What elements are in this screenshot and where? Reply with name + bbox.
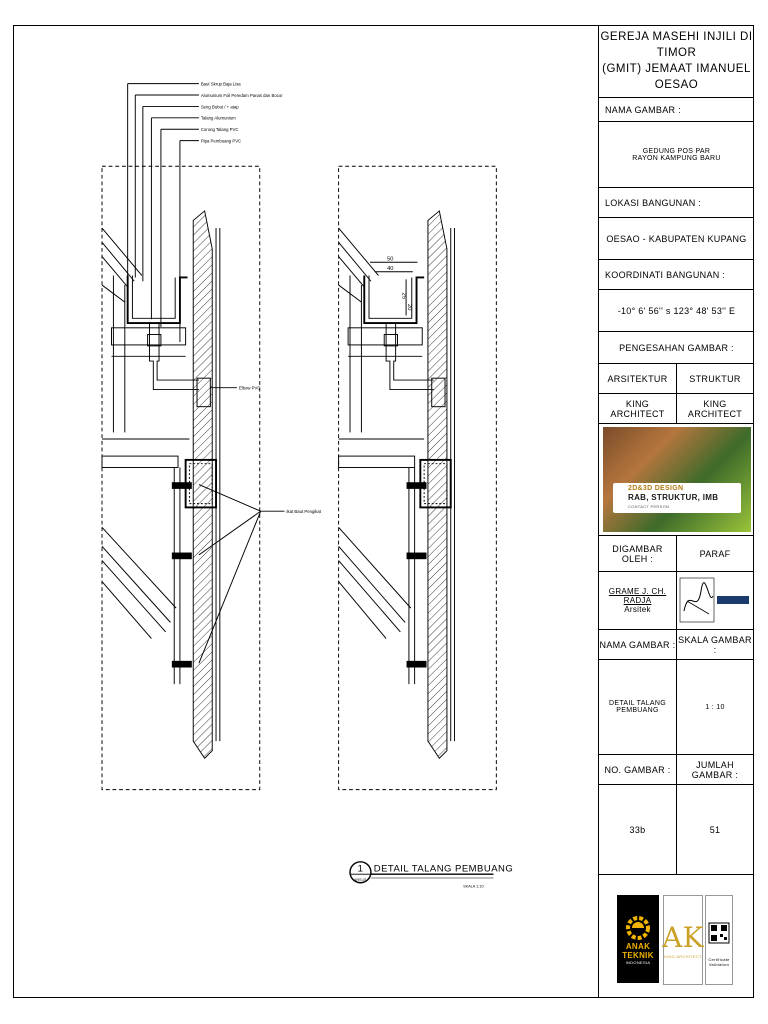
dim-20: 20 — [405, 304, 412, 311]
no-jumlah-row — [599, 755, 754, 785]
project-title-line1: GEREJA MASEHI INJILI DI TIMOR — [600, 31, 753, 59]
pengesahan-headers — [599, 364, 754, 394]
ad-line1: 2D&3D DESIGN — [628, 485, 684, 492]
bolt-label: Ikat Baut Pengikat — [286, 509, 321, 515]
pengesahan-values — [599, 394, 754, 424]
lokasi-label: LOKASI BANGUNAN : — [599, 188, 754, 218]
struktur-label: STRUKTUR — [689, 373, 741, 384]
title-block — [598, 25, 754, 998]
nama-gambar-line1: GEDUNG POS PAR — [642, 147, 711, 155]
digambar-label: DIGAMBAR OLEH : — [612, 543, 663, 564]
signature-image — [679, 576, 751, 626]
drafter-name: GRAME J. CH. RADJA — [608, 587, 667, 605]
drafter-row — [599, 572, 754, 630]
drafter-role: Arsitek — [624, 605, 651, 614]
project-title-line2: (GMIT) JEMAAT IMANUEL OESAO — [602, 63, 751, 91]
detail-sheet: ARS.01 — [353, 877, 367, 882]
drawing-labels — [201, 82, 412, 515]
lokasi-value: OESAO - KABUPATEN KUPANG — [599, 218, 754, 260]
nama-gambar-value — [599, 122, 754, 188]
ad-banner — [603, 427, 751, 532]
ad-row — [599, 424, 754, 536]
jumlah-label: JUMLAH GAMBAR : — [691, 759, 739, 780]
nama-gambar2-line1: DETAIL TALANG — [609, 700, 666, 707]
callout-5: Corong Talang PVC — [200, 127, 239, 133]
king-architect-logo — [663, 895, 703, 985]
nama-gambar2-label: NAMA GAMBAR : — [599, 639, 676, 650]
nama-skala-values — [599, 660, 754, 755]
logos-row — [599, 875, 754, 997]
dim-40: 40 — [387, 265, 394, 272]
nama-gambar-label: NAMA GAMBAR : — [599, 98, 754, 122]
callout-2: Alumunium Foil Peredam Panas dan Bocor — [200, 92, 283, 98]
skala-value: 1 : 10 — [705, 703, 725, 711]
anak-teknik-logo — [617, 895, 659, 983]
ad-line2: RAB, STRUKTUR, IMB — [628, 493, 719, 502]
callout-1: Baut Skrup Baja Lisa — [200, 81, 241, 87]
drafter — [599, 572, 676, 629]
ad-line3: CONTACT PERSON — [628, 504, 670, 509]
qr-code-icon — [708, 913, 730, 957]
detail-right — [339, 166, 497, 789]
detail-number: 1 — [357, 863, 363, 875]
elbow-label: Elbow PVC — [238, 385, 261, 391]
koordinat-label: KOORDINATI BANGUNAN : — [599, 260, 754, 290]
dim-50: 50 — [387, 256, 394, 263]
arsitektur-label: ARSITEKTUR — [607, 373, 668, 384]
arsitektur-value: KING ARCHITECT — [610, 398, 665, 419]
ak-sub: KING ARCHITECT — [664, 954, 702, 959]
callout-6: Pipa Pembuang PVC — [200, 138, 242, 144]
gear-icon — [624, 914, 652, 942]
nama-gambar2-value — [599, 660, 676, 754]
qr-caption: Certificate Validation — [708, 957, 730, 967]
pengesahan-label: PENGESAHAN GAMBAR : — [599, 332, 754, 364]
no-gambar-value: 33b — [629, 824, 646, 835]
detail-title-block — [350, 862, 513, 889]
paraf-label: PARAF — [699, 548, 731, 559]
detail-scale: SKALA 1:10 — [463, 884, 484, 889]
nama-skala-row — [599, 630, 754, 660]
project-title — [599, 25, 754, 98]
qr-block — [705, 895, 733, 985]
no-gambar-label: NO. GAMBAR : — [604, 764, 671, 775]
jumlah-value: 51 — [709, 824, 721, 835]
nama-gambar-line2: RAYON KAMPUNG BARU — [632, 154, 721, 162]
struktur-value: KING ARCHITECT — [687, 398, 743, 419]
detail-left — [102, 81, 284, 790]
ak-text: AK — [662, 921, 704, 954]
nama-gambar2-line2: PEMBUANG — [616, 707, 659, 714]
anak-text: ANAK — [625, 941, 651, 951]
callout-3: Seng Bubut / + atap — [200, 104, 239, 110]
skala-label: SKALA GAMBAR : — [678, 634, 752, 655]
dim-25: 25 — [400, 292, 407, 299]
no-jumlah-values — [599, 785, 754, 875]
teknik-text: TEKNIK — [622, 950, 654, 960]
callout-4: Talang Alumunium — [200, 115, 236, 121]
indonesia-text: INDONESIA — [625, 959, 651, 965]
digambar-row — [599, 536, 754, 572]
koordinat-value: -10° 6' 56'' s 123° 48' 53'' E — [599, 290, 754, 332]
detail-title: DETAIL TALANG PEMBUANG — [373, 863, 514, 875]
